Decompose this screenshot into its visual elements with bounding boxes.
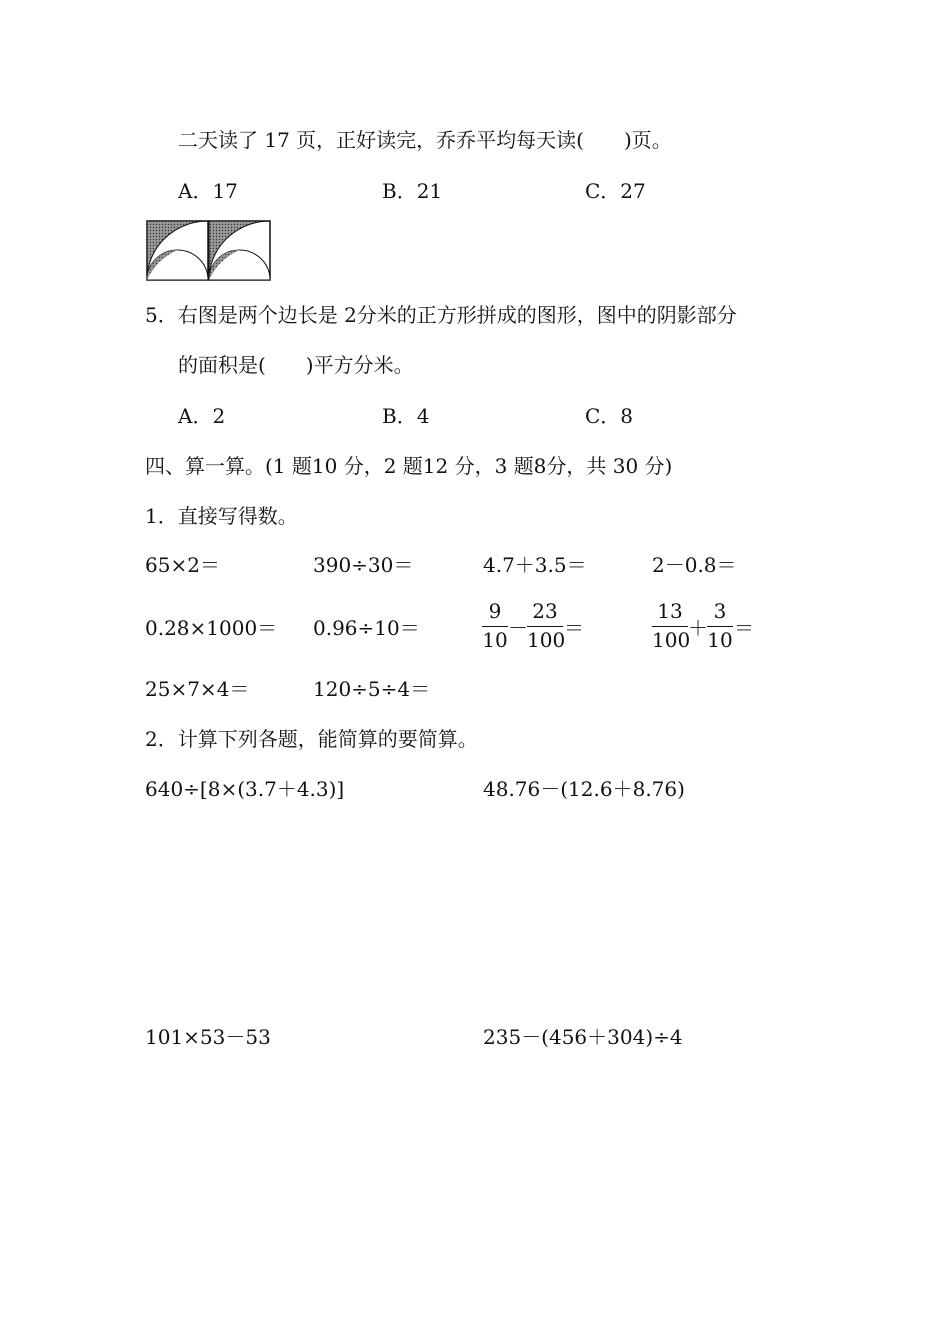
calc-problem: 101×53－53 <box>145 1025 271 1049</box>
q4-text: 二天读了 17 页，正好读完，乔乔平均每天读( )页。 <box>178 128 672 152</box>
numerator: 13 <box>657 599 683 623</box>
equals-sign: ＝ <box>734 616 754 640</box>
q5-option-a: A．2 <box>178 404 226 428</box>
two-squares-figure <box>146 220 272 282</box>
calc-item: 25×7×4＝ <box>145 677 250 701</box>
plus-sign: ＋ <box>688 616 708 640</box>
numerator: 9 <box>488 599 502 623</box>
calc-item: 120÷5÷4＝ <box>313 677 431 701</box>
q4-option-c: C．27 <box>585 179 646 203</box>
calc-problem: 235－(456＋304)÷4 <box>483 1025 683 1049</box>
fraction-bar <box>482 626 508 627</box>
calc-item: 4.7＋3.5＝ <box>483 553 587 577</box>
numerator: 3 <box>713 599 727 623</box>
numerator: 23 <box>532 599 558 623</box>
calc-problem: 640÷[8×(3.7＋4.3)] <box>145 777 345 801</box>
q5-line2: 的面积是( )平方分米。 <box>178 353 414 377</box>
fraction-23-100 <box>527 599 566 652</box>
sub-question-2: 2．计算下列各题，能简算的要简算。 <box>145 727 478 751</box>
fraction-9-10 <box>482 600 508 651</box>
denominator: 100 <box>527 628 566 652</box>
calc-item: 65×2＝ <box>145 553 220 577</box>
denominator: 10 <box>707 628 733 652</box>
q5-option-c: C．8 <box>585 404 634 428</box>
denominator: 10 <box>482 628 508 652</box>
section-heading: 四、算一算。(1 题10 分，2 题12 分，3 题8分，共 30 分) <box>145 454 673 478</box>
q5-option-b: B．4 <box>382 404 430 428</box>
fraction-3-10 <box>707 600 733 651</box>
minus-sign: － <box>508 616 528 640</box>
denominator: 100 <box>652 628 691 652</box>
sub-question-1: 1．直接写得数。 <box>145 504 298 528</box>
calc-problem: 48.76－(12.6＋8.76) <box>483 777 685 801</box>
q5-line1: 5．右图是两个边长是 2分米的正方形拼成的图形，图中的阴影部分 <box>145 303 737 327</box>
fraction-bar <box>652 626 688 627</box>
calc-item: 0.28×1000＝ <box>145 616 278 640</box>
fraction-bar <box>707 626 733 627</box>
fraction-13-100 <box>652 599 691 652</box>
fraction-bar <box>527 626 563 627</box>
calc-item: 390÷30＝ <box>313 553 414 577</box>
equals-sign: ＝ <box>564 616 584 640</box>
calc-item: 0.96÷10＝ <box>313 616 420 640</box>
q4-option-a: A．17 <box>178 179 238 203</box>
calc-item: 2－0.8＝ <box>652 553 737 577</box>
q4-option-b: B．21 <box>382 179 443 203</box>
